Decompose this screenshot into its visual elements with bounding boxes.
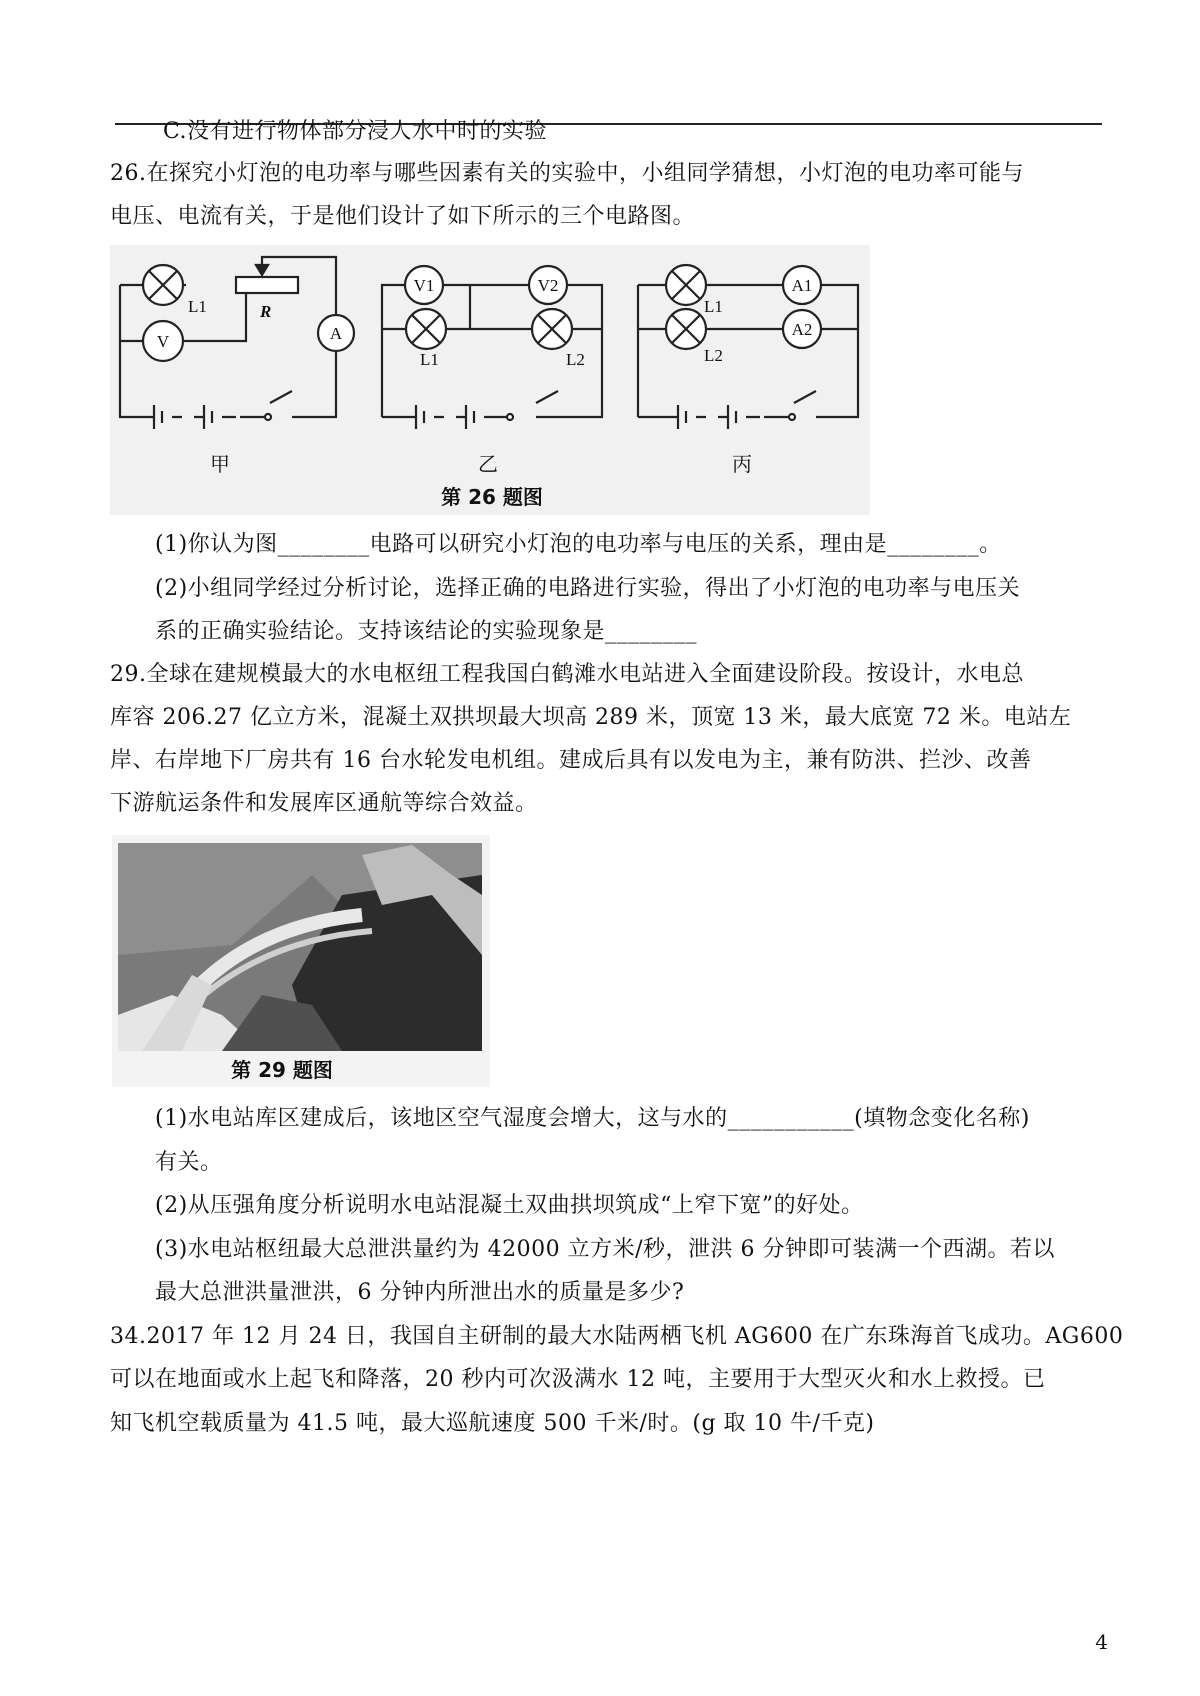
q29-text-3: 岸、右岸地下厂房共有 16 台水轮发电机组。建成后具有以发电为主，兼有防洪、拦沙、改善: [110, 748, 1032, 773]
yi-voltmeter2-label: V2: [537, 276, 559, 295]
bing-ammeter2-label: A2: [791, 320, 813, 339]
q29-sub3-line1: (3)水电站枢纽最大总泄洪量约为 42000 立方米/秒，泄洪 6 分钟即可装满一个西湖。若以: [155, 1237, 1056, 1262]
circuit-bing: [638, 265, 858, 429]
q34-text-1: 34.2017 年 12 月 24 日，我国自主研制的最大水陆两栖飞机 AG600 在广东珠海首飞成功。AG600: [110, 1324, 1124, 1349]
q29-sub1-line1: (1)水电站库区建成后，该地区空气湿度会增大，这与水的___________(填物念变化名称): [155, 1106, 1030, 1131]
yi-voltmeter1-label: V1: [413, 276, 435, 295]
jia-lamp-label: L1: [188, 297, 207, 316]
figure-26-circuits: [110, 245, 870, 515]
yi-lamp1-label: L1: [420, 350, 439, 369]
circuit-jia-name: 甲: [210, 454, 230, 476]
q29-text-1: 29.全球在建规模最大的水电枢纽工程我国白鹤滩水电站进入全面建设阶段。按设计，水电总: [110, 662, 1024, 687]
jia-ammeter-label: A: [329, 324, 343, 343]
q29-text-4: 下游航运条件和发展库区通航等综合效益。: [110, 791, 538, 816]
option-c: C.没有进行物体部分浸人水中时的实验: [163, 119, 548, 144]
figure-26-caption: 第 26 题图: [441, 485, 543, 509]
circuit-bing-name: 丙: [732, 454, 752, 476]
bing-ammeter1-label: A1: [791, 276, 813, 295]
q26-text-1: 26.在探究小灯泡的电功率与哪些因素有关的实验中，小组同学猜想，小灯泡的电功率可能与: [110, 161, 1024, 186]
q26-sub2-line1: (2)小组同学经过分析讨论，选择正确的电路进行实验，得出了小灯泡的电功率与电压关: [155, 576, 1021, 601]
circuit-jia: [120, 257, 354, 429]
q26-sub1: (1)你认为图________电路可以研究小灯泡的电功率与电压的关系，理由是________。: [155, 532, 1002, 557]
bing-lamp2-label: L2: [704, 346, 723, 365]
q29-sub1-line2: 有关。: [155, 1150, 223, 1175]
q29-text-2: 库容 206.27 亿立方米，混凝土双拱坝最大坝高 289 米，顶宽 13 米，最大底宽 72 米。电站左: [110, 705, 1072, 730]
yi-lamp2-label: L2: [566, 350, 585, 369]
bing-lamp1-label: L1: [704, 297, 723, 316]
jia-voltmeter-label: V: [156, 332, 170, 351]
q34-text-3: 知飞机空载质量为 41.5 吨，最大巡航速度 500 千米/时。(g 取 10 牛/千克): [110, 1411, 875, 1436]
page-number: 4: [1095, 1630, 1108, 1654]
circuit-yi-name: 乙: [478, 454, 498, 476]
q29-sub3-line2: 最大总泄洪量泄洪，6 分钟内所泄出水的质量是多少?: [155, 1280, 685, 1305]
jia-resistor-label: R: [260, 302, 272, 321]
figure-29-caption: 第 29 题图: [231, 1058, 333, 1082]
figure-29-dam-photo: [112, 835, 490, 1087]
q26-sub2-line2: 系的正确实验结论。支持该结论的实验现象是________: [155, 619, 698, 644]
q26-text-2: 电压、电流有关，于是他们设计了如下所示的三个电路图。: [110, 204, 696, 229]
q29-sub2: (2)从压强角度分析说明水电站混凝土双曲拱坝筑成“上窄下宽”的好处。: [155, 1193, 864, 1218]
q34-text-2: 可以在地面或水上起飞和降落，20 秒内可次汲满水 12 吨，主要用于大型灭火和水上救授。已: [110, 1367, 1046, 1392]
